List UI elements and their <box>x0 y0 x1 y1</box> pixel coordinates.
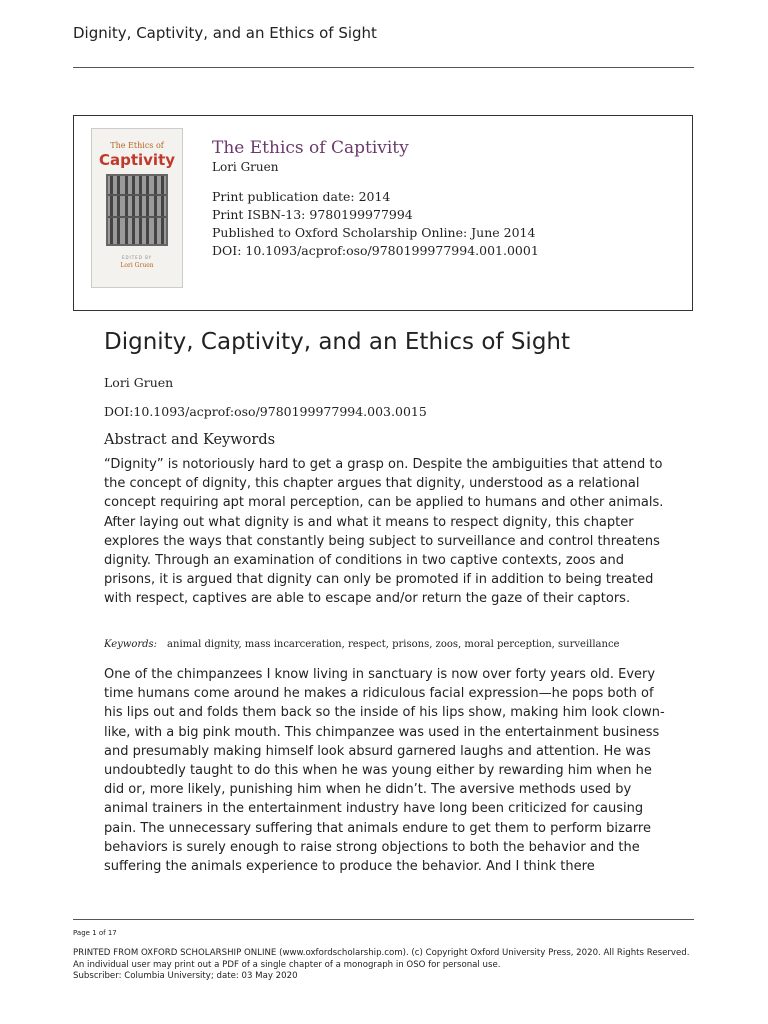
book-info-box <box>73 115 693 311</box>
published-online: Published to Oxford Scholarship Online: June 2014 <box>212 225 536 240</box>
abstract-heading: Abstract and Keywords <box>104 432 276 448</box>
subscriber-info: Subscriber: Columbia University; date: 03 May 2020 <box>73 971 298 981</box>
book-metadata <box>212 188 539 260</box>
cage-bars-illustration <box>106 174 168 246</box>
cover-title-line1: The Ethics of <box>110 141 164 150</box>
chapter-author: Lori Gruen <box>104 375 174 390</box>
running-header: Dignity, Captivity, and an Ethics of Sight <box>73 24 377 42</box>
book-title-link[interactable]: The Ethics of Captivity <box>212 138 409 158</box>
print-isbn: Print ISBN-13: 9780199977994 <box>212 207 413 222</box>
cover-title-line2: Captivity <box>98 151 176 169</box>
chapter-title: Dignity, Captivity, and an Ethics of Sight <box>104 329 571 355</box>
header-divider <box>73 67 694 68</box>
book-cover-image <box>91 128 183 288</box>
book-doi: DOI: 10.1093/acprof:oso/9780199977994.001.0001 <box>212 243 539 258</box>
copyright-notice: PRINTED FROM OXFORD SCHOLARSHIP ONLINE (www.oxfordscholarship.com). (c) Copyright Oxford University Press, 2020. All Rights Reserved. An individual user may print out a PDF of a single chapter of a monograph in OSO for personal use. <box>73 948 690 970</box>
abstract-text: “Dignity” is notoriously hard to get a grasp on. Despite the ambiguities that attend to the concept of dignity, this chapter argues that dignity, understood as a relational concept requiring apt moral perception, can be applied to humans and other animals. After laying out what dignity is and what it means to respect dignity, this chapter explores the ways that constantly being subject to surveillance and control threatens dignity. Through an examination of conditions in two captive contexts, zoos and prisons, it is argued that dignity can only be promoted if in addition to being treated with respect, captives are able to escape and/or return the gaze of their captors. <box>104 457 664 607</box>
keywords-line <box>104 639 619 650</box>
footer-divider <box>73 919 694 920</box>
footer-notice <box>73 948 693 983</box>
keywords-list: animal dignity, mass incarceration, respect, prisons, zoos, moral perception, surveillance <box>167 639 620 650</box>
keywords-label: Keywords: <box>104 639 158 650</box>
chapter-doi: DOI:10.1093/acprof:oso/9780199977994.003.0015 <box>104 404 427 419</box>
book-author: Lori Gruen <box>212 160 279 174</box>
body-paragraph: One of the chimpanzees I know living in sanctuary is now over forty years old. Every time humans come around he makes a ridiculous facial expression—he pops both of his lips out and folds them back so the inside of his lips show, making him look clown-like, with a big pink mouth. This chimpanzee was used in the entertainment business and presumably making himself look absurd garnered laughs and attention. He was undoubtedly taught to do this when he was young either by rewarding him when he did or, more likely, punishing him when he didn’t. The aversive methods used by animal trainers in the entertainment industry have long been criticized for causing pain. The unnecessary suffering that animals endure to get them to perform bizarre behaviors is surely enough to raise strong objections to both the behavior and the suffering the animals experience to produce the behavior. And I think there <box>104 667 665 875</box>
print-date: Print publication date: 2014 <box>212 189 391 204</box>
cover-author: Lori Gruen <box>120 262 154 269</box>
page-number: Page 1 of 17 <box>73 929 117 937</box>
cover-editor-tag: EDITED BY <box>121 255 153 260</box>
